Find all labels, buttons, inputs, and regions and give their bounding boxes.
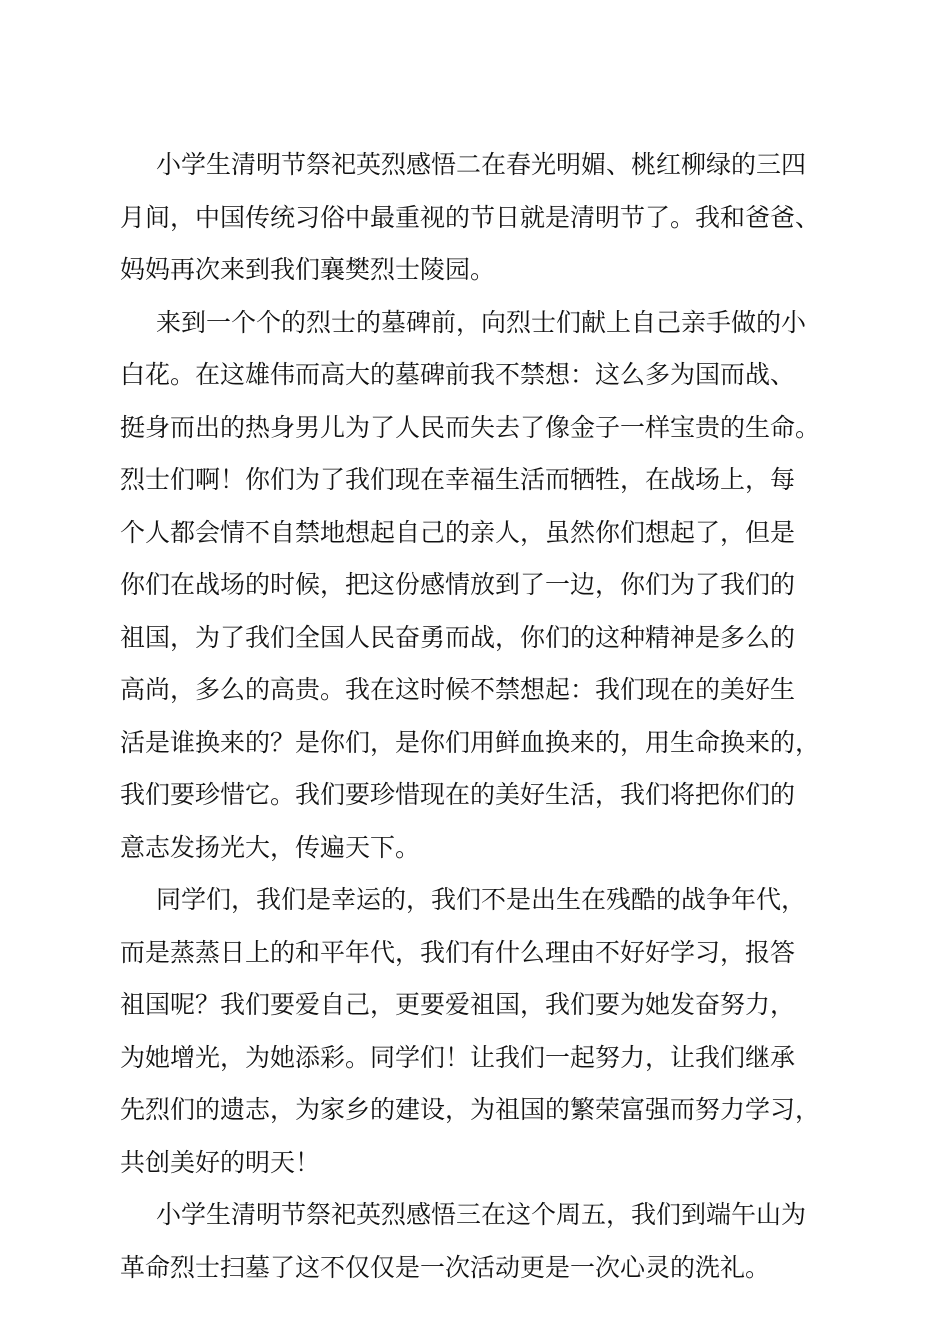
text-line: 同学们，我们是幸运的，我们不是出生在残酷的战争年代， (156, 885, 807, 914)
text-line: 先烈们的遗志，为家乡的建设，为祖国的繁荣富强而努力学习， (120, 1095, 821, 1124)
text-line: 你们在战场的时候，把这份感情放到了一边，你们为了我们的 (120, 570, 796, 599)
text-line: 而是蒸蒸日上的和平年代，我们有什么理由不好好学习，报答 (120, 937, 796, 967)
text-line: 祖国，为了我们全国人民奋勇而战，你们的这种精神是多么的 (120, 622, 796, 652)
text-line: 个人都会情不自禁地想起自己的亲人，虽然你们想起了，但是 (120, 517, 796, 547)
text-line: 挺身而出的热身男儿为了人民而失去了像金子一样宝贵的生命。 (120, 412, 821, 442)
text-line: 我们要珍惜它。我们要珍惜现在的美好生活，我们将把你们的 (120, 780, 796, 809)
text-line: 革命烈士扫墓了这不仅仅是一次活动更是一次心灵的洗礼。 (120, 1252, 771, 1282)
text-line: 活是谁换来的？是你们，是你们用鲜血换来的，用生命换来的， (120, 727, 821, 757)
text-line: 意志发扬光大，传遍天下。 (120, 832, 421, 862)
paragraph-4 (120, 1189, 840, 1294)
text-line: 月间，中国传统习俗中最重视的节日就是清明节了。我和爸爸、 (120, 202, 821, 232)
paragraph-1 (120, 139, 840, 297)
text-line: 来到一个个的烈士的墓碑前，向烈士们献上自己亲手做的小 (156, 307, 807, 337)
text-line: 小学生清明节祭祀英烈感悟二在春光明媚、桃红柳绿的三四 (156, 150, 807, 179)
text-line: 高尚，多么的高贵。我在这时候不禁想起：我们现在的美好生 (120, 675, 796, 704)
paragraph-2 (120, 297, 840, 875)
text-line: 小学生清明节祭祀英烈感悟三在这个周五，我们到端午山为 (156, 1200, 807, 1229)
text-line: 烈士们啊！你们为了我们现在幸福生活而牺牲，在战场上，每 (120, 465, 796, 494)
document-page (120, 139, 840, 1294)
text-line: 为她增光，为她添彩。同学们！让我们一起努力，让我们继承 (120, 1042, 796, 1072)
text-line: 妈妈再次来到我们襄樊烈士陵园。 (120, 255, 496, 284)
text-line: 白花。在这雄伟而高大的墓碑前我不禁想：这么多为国而战、 (120, 360, 796, 389)
paragraph-3 (120, 874, 840, 1189)
text-line: 祖国呢？我们要爱自己，更要爱祖国，我们要为她发奋努力， (120, 990, 796, 1019)
text-line: 共创美好的明天！ (120, 1147, 321, 1177)
